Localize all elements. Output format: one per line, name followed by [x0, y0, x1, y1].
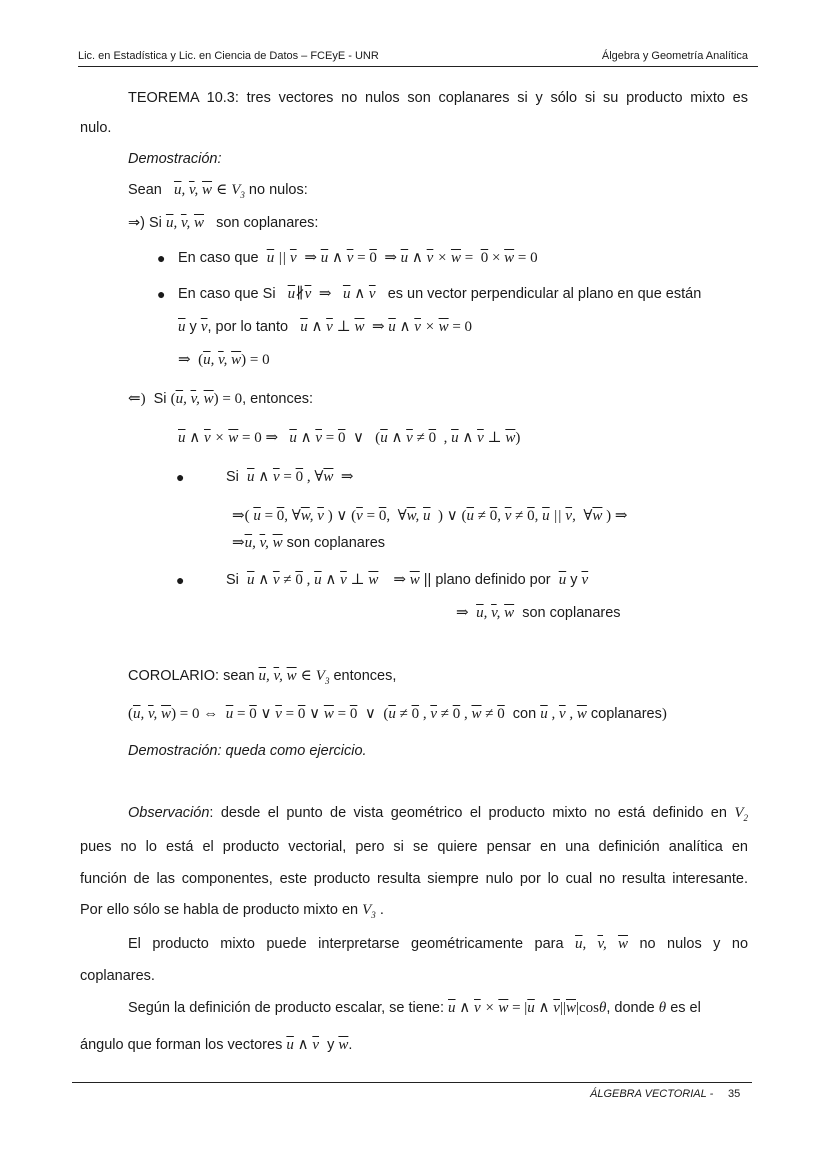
header-rule	[78, 66, 758, 67]
theorem-line-1: TEOREMA 10.3: tres vectores no nulos son coplanares si y sólo si su producto mixto es	[128, 90, 748, 106]
case2-result: ⇒ ($\overline{u}$, $\overline{v}$, $\overline{w}) = 0$	[178, 352, 270, 368]
sean-line: Sean $\overline{u}$, $\overline{v}$, $\overline{w}$ ∈ $V_3$ no nulos:	[128, 182, 308, 200]
footer-section: ÁLGEBRA VECTORIAL -	[590, 1088, 714, 1100]
b1-cases: ⇒( $\overline{u} = 0$, $\forall\overline{w}$, $\overline{v}$ ) ∨ ($\overline{v} = 0$, $\forall\overline{w}$, $\overline{u}$ ) ∨ ($\overline{u} \ne 0$, $\overline{v} \ne 0$, $\overline{u}$ || $\overline{v}$, $\forall\overline{w}$ ) ⇒	[232, 508, 628, 524]
para1-line-2: coplanares.	[80, 968, 155, 984]
b2-result: ⇒ $\overline{u}$, $\overline{v}$, $\overline{w}$ son coplanares	[456, 605, 621, 621]
b1-line: Si $\overline{u}$ ∧ $\overline{v} = 0$ , $\forall\overline{w}$ ⇒	[226, 469, 354, 485]
case2-line-2: $\overline{u}$ y $\overline{v}$, por lo tanto $\overline{u}$ ∧ $\overline{v}$ ⊥ $\overline{w}$ ⇒ $\overline{u}$ ∧ $\overline{v} \times \overline{w} = 0$	[178, 319, 473, 335]
case2-line: En caso que Si $\overline{u}∦\overline{v}$ ⇒ $\overline{u}$ ∧ $\overline{v}$ es un vector perpendicular al plano en que están	[178, 286, 702, 302]
theorem-line-2: nulo.	[80, 120, 112, 136]
footer-rule	[72, 1082, 752, 1083]
corollary-line: COROLARIO: sean $\overline{u}$, $\overline{v}$, $\overline{w}$ ∈ $V_3$ entonces,	[128, 668, 397, 686]
corollary-formula: ($\overline{u}$, $\overline{v}$, $\overline{w}) = 0$ ⇔ $\overline{u} = 0$ ∨ $\overline{v} = 0$ ∨ $\overline{w} = 0$ ∨ ($\overline{u} \ne 0$ , $\overline{v} \ne 0$ , $\overline{w} \ne 0$ con $\overline{u}$ , $\overline{v}$ , $\overline{w}$ coplanares)	[128, 706, 667, 722]
page-number: 35	[728, 1088, 741, 1100]
para2-line-1: Según la definición de producto escalar, se tiene: $\overline{u}$ ∧ $\overline{v} \times \overline{w} = |\overline{u}$ ∧ $\overline{v}||\overline{w}|\cos\theta$, donde θ es el	[128, 1000, 701, 1016]
forward-line: ⇒) Si $\overline{u}$, $\overline{v}$, $\overline{w}$ son coplanares:	[128, 215, 319, 231]
header-right: Álgebra y Geometría Analítica	[601, 50, 748, 62]
bullet: ●	[157, 286, 166, 302]
observation-line-2: pues no lo está el producto vectorial, pero si se quiere pensar en una definición analítica en	[80, 839, 748, 855]
header-left: Lic. en Estadística y Lic. en Ciencia de Datos – FCEyE - UNR	[78, 50, 379, 62]
b2-line: Si $\overline{u}$ ∧ $\overline{v} \ne 0$ , $\overline{u}$ ∧ $\overline{v}$ ⊥ $\overline{w}$ ⇒ $\overline{w}$ || plano definido por $\overline{u}$ y $\overline{v}$	[226, 572, 589, 588]
b1-result: $\Rightarrow\overline{u}$, $\overline{v}$, $\overline{w}$ son coplanares	[232, 535, 386, 551]
corollary-proof: Demostración: queda como ejercicio.	[128, 743, 367, 759]
observation-line-1: Observación: desde el punto de vista geométrico el producto mixto no está definido en $V_2$	[128, 805, 749, 823]
para1-line-1: El producto mixto puede interpretarse geométricamente para $\overline{u}$, $\overline{v}$, $\overline{w}$ no nulos y no	[128, 936, 749, 952]
proof-heading: Demostración:	[128, 151, 222, 167]
observation-line-3: función de las componentes, este producto resulta siempre nulo por lo cual no resulta interesante.	[80, 871, 748, 887]
bullet: ●	[157, 250, 166, 266]
bullet: ●	[176, 469, 185, 485]
observation-line-4: Por ello sólo se habla de producto mixto en $V_3$ .	[80, 902, 384, 920]
bullet: ●	[176, 572, 185, 588]
case1-line: En caso que $\overline{u}$ || $\overline{v}$ ⇒ $\overline{u}$ ∧ $\overline{v} = 0$ ⇒ $\overline{u}$ ∧ $\overline{v} \times \overline{w} = 0 \times \overline{w} = 0$	[178, 250, 538, 266]
backward-cases: $\overline{u}$ ∧ $\overline{v} \times \overline{w} = 0$ ⇒ $\overline{u}$ ∧ $\overline{v} = 0$ ∨ ($\overline{u}$ ∧ $\overline{v} \ne 0$ , $\overline{u}$ ∧ $\overline{v}$ ⊥ $\overline{w}$)	[178, 430, 521, 446]
backward-line: ⇐) Si ($\overline{u}$, $\overline{v}$, $\overline{w}) = 0$, entonces:	[128, 391, 314, 407]
para2-line-2: ángulo que forman los vectores $\overline{u}$ ∧ $\overline{v}$ y $\overline{w}$.	[80, 1037, 353, 1053]
